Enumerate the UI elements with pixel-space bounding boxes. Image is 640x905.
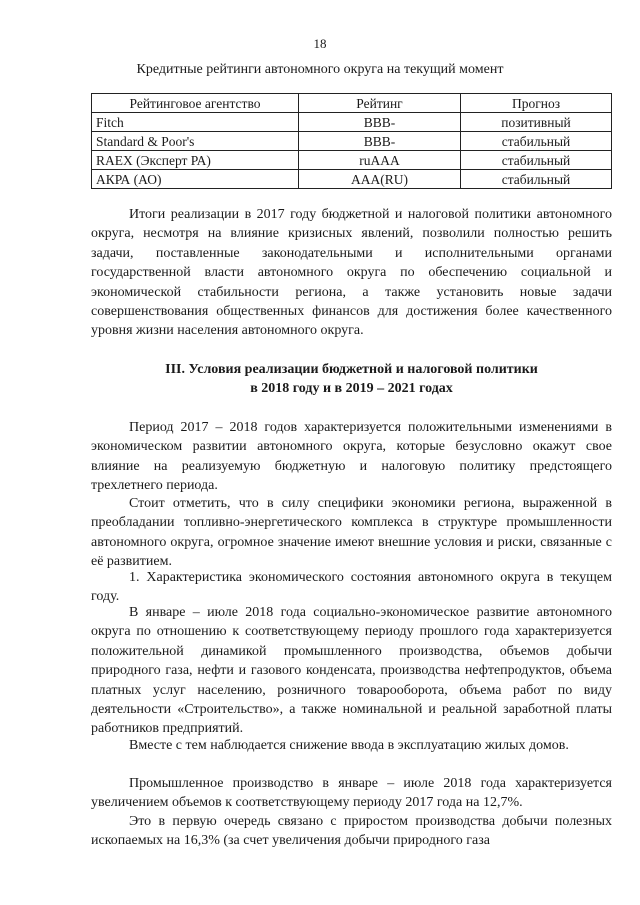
rating-cell: BBB-	[299, 132, 461, 151]
ratings-table	[91, 93, 612, 189]
agency-cell: Standard & Poor's	[92, 132, 299, 151]
paragraph-economy-specifics: Стоит отметить, что в силу специфики экономики региона, выраженной в преобладании топливно-энергетического комплекса в структуре промышленности автономного округа, огромное значение имеют внешние условия и риски, связанные с её развитием.	[91, 496, 612, 570]
agency-cell: RAEX (Эксперт РА)	[92, 151, 299, 170]
paragraph-results-2017: Итоги реализации в 2017 году бюджетной и налоговой политики автономного округа, несмотря на влияние кризисных явлений, позволили полностью решить задачи, поставленные законодательными и исполнительными органами государственной власти автономного округа по обеспечению социальной и экономической стабильности региона, а также установить новые задачи совершенствования общественных финансов для достижения более качественного уровня жизни населения автономного округа.	[91, 207, 612, 339]
rating-cell: ruAAA	[299, 151, 461, 170]
table-row	[92, 113, 612, 132]
table-row	[92, 132, 612, 151]
paragraph-mining-growth: Это в первую очередь связано с приростом производства добычи полезных ископаемых на 16,3% (за счет увеличения добычи природного газа	[91, 814, 612, 849]
outlook-cell: стабильный	[461, 170, 612, 189]
agency-cell: Fitch	[92, 113, 299, 132]
section-heading	[91, 360, 612, 398]
header-rating: Рейтинг	[299, 94, 461, 113]
paragraph-industrial-production: Промышленное производство в январе – июле 2018 года характеризуется увеличением объемов к соответствующему периоду 2017 года на 12,7%.	[91, 776, 612, 811]
rating-cell: BBB-	[299, 113, 461, 132]
page-number: 18	[313, 36, 327, 51]
table-header-row	[92, 94, 612, 113]
outlook-cell: стабильный	[461, 132, 612, 151]
table-row	[92, 151, 612, 170]
section-heading-line2: в 2018 году и в 2019 – 2021 годах	[250, 381, 453, 396]
rating-cell: AAA(RU)	[299, 170, 461, 189]
agency-cell: АКРА (АО)	[92, 170, 299, 189]
table-row	[92, 170, 612, 189]
table-caption: Кредитные рейтинги автономного округа на текущий момент	[136, 62, 504, 77]
outlook-cell: позитивный	[461, 113, 612, 132]
paragraph-housing-decline: Вместе с тем наблюдается снижение ввода в эксплуатацию жилых домов.	[129, 738, 569, 753]
header-outlook: Прогноз	[461, 94, 612, 113]
paragraph-january-july: В январе – июле 2018 года социально-экономическое развитие автономного округа по отношению к соответствующему периоду прошлого года характеризуется положительной динамикой промышленного производства, объемов добычи природного газа, нефти и газового конденсата, производства нефтепродуктов, объема платных услуг населению, розничного товарооборота, объема работ по виду деятельности «Строительство», а также номинальной и реальной заработной платы работников предприятий.	[91, 605, 612, 737]
paragraph-period-2017-2018: Период 2017 – 2018 годов характеризуется положительными изменениями в экономическом развитии автономного округа, которые безусловно окажут свое влияние на реализуемую бюджетную и налоговую политику предстоящего трехлетнего периода.	[91, 420, 612, 494]
outlook-cell: стабильный	[461, 151, 612, 170]
section-heading-line1: III. Условия реализации бюджетной и налоговой политики	[165, 362, 538, 377]
paragraph-economic-state: 1. Характеристика экономического состояния автономного округа в текущем году.	[91, 570, 612, 605]
header-agency: Рейтинговое агентство	[92, 94, 299, 113]
